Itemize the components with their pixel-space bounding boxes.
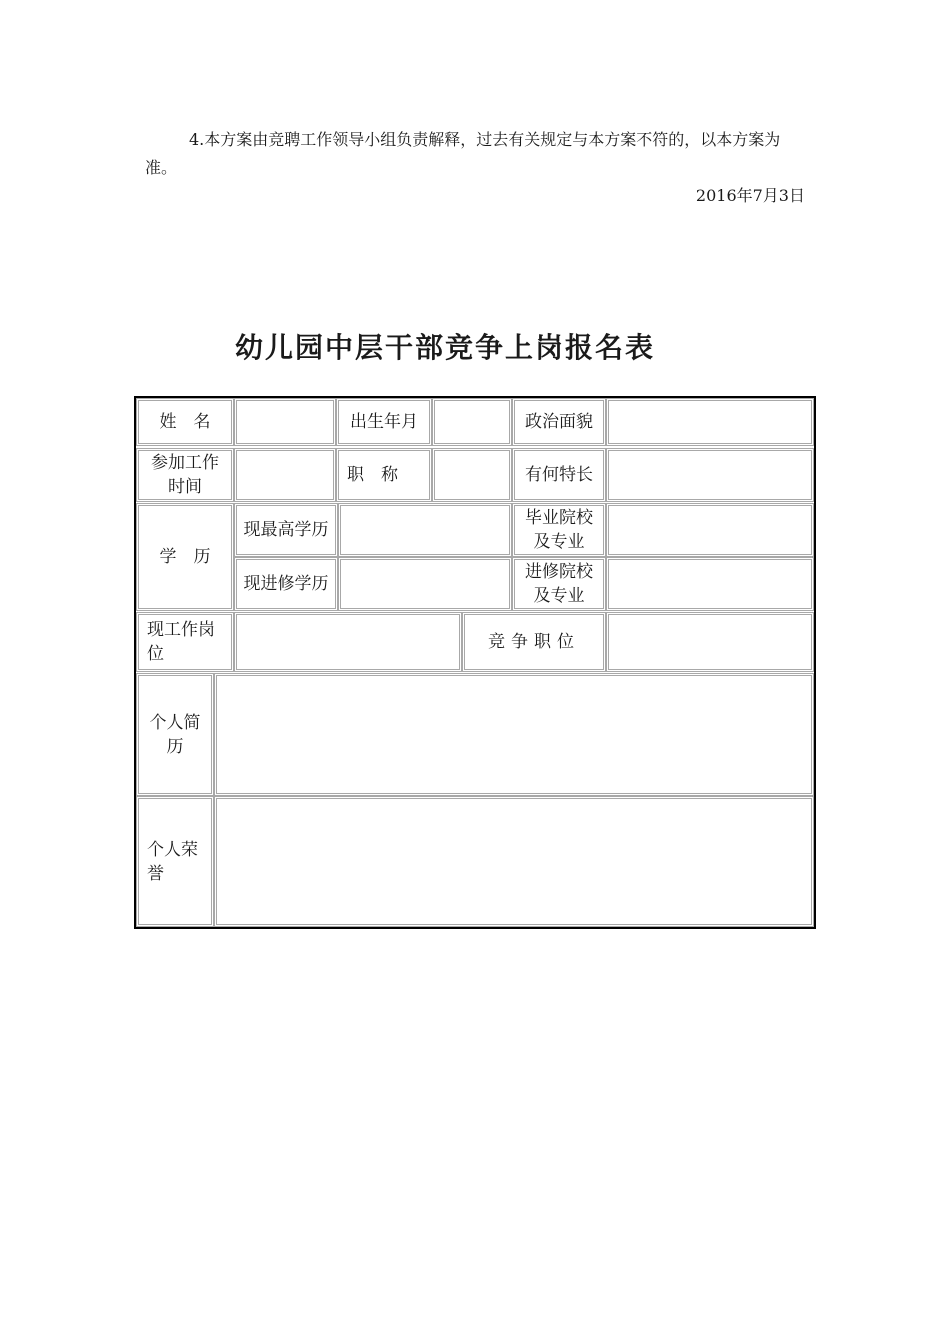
label-education-text: 学 历 bbox=[159, 547, 211, 567]
label-current-post-line2: 位 bbox=[147, 644, 164, 664]
label-further-school-line1: 进修院校 bbox=[525, 562, 593, 582]
field-name[interactable] bbox=[234, 398, 336, 446]
field-political[interactable] bbox=[606, 398, 814, 446]
label-name bbox=[136, 398, 234, 446]
field-current-post[interactable] bbox=[234, 612, 462, 672]
field-specialty[interactable] bbox=[606, 448, 814, 502]
label-job-title-text: 职 称 bbox=[347, 465, 398, 485]
label-birth-text: 出生年月 bbox=[350, 412, 418, 432]
label-highest-edu bbox=[234, 503, 338, 557]
label-further-school bbox=[512, 557, 606, 611]
label-compete-post bbox=[462, 612, 606, 672]
field-further-edu[interactable] bbox=[338, 557, 512, 611]
field-work-start[interactable] bbox=[234, 448, 336, 502]
label-honors-line1: 个人荣 bbox=[147, 839, 198, 860]
label-compete-post-text: 竞争职位 bbox=[488, 632, 580, 652]
label-work-start-line2: 时间 bbox=[168, 477, 202, 497]
label-political bbox=[512, 398, 606, 446]
field-job-title[interactable] bbox=[432, 448, 512, 502]
label-further-edu bbox=[234, 557, 338, 611]
label-resume-line1: 个人简 bbox=[149, 712, 201, 733]
label-current-post bbox=[136, 612, 234, 672]
field-further-school[interactable] bbox=[606, 557, 814, 611]
label-grad-school-line2: 及专业 bbox=[533, 532, 585, 552]
registration-form bbox=[134, 396, 816, 929]
label-work-start-line1: 参加工作 bbox=[151, 453, 219, 473]
label-name-text: 姓 名 bbox=[159, 412, 211, 432]
field-grad-school[interactable] bbox=[606, 503, 814, 557]
label-highest-edu-text: 现最高学历 bbox=[243, 520, 329, 540]
label-job-title bbox=[336, 448, 432, 502]
label-political-text: 政治面貌 bbox=[525, 412, 593, 432]
label-grad-school-line1: 毕业院校 bbox=[525, 508, 593, 528]
field-resume[interactable] bbox=[214, 673, 814, 796]
document-date: 2016年7月3日 bbox=[695, 186, 805, 205]
label-grad-school bbox=[512, 503, 606, 557]
label-work-start bbox=[136, 448, 234, 502]
label-specialty-text: 有何特长 bbox=[525, 465, 593, 485]
label-resume bbox=[136, 673, 214, 796]
label-specialty bbox=[512, 448, 606, 502]
field-birth[interactable] bbox=[432, 398, 512, 446]
label-current-post-line1: 现工作岗 bbox=[147, 620, 215, 640]
label-further-edu-text: 现进修学历 bbox=[243, 574, 329, 594]
label-birth bbox=[336, 398, 432, 446]
field-honors[interactable] bbox=[214, 796, 814, 927]
label-honors bbox=[136, 796, 214, 927]
field-highest-edu[interactable] bbox=[338, 503, 512, 557]
label-education bbox=[136, 503, 234, 611]
label-resume-line2: 历 bbox=[166, 736, 184, 757]
form-title: 幼儿园中层干部竞争上岗报名表 bbox=[234, 331, 655, 364]
field-compete-post[interactable] bbox=[606, 612, 814, 672]
label-further-school-line2: 及专业 bbox=[533, 586, 585, 606]
closing-paragraph bbox=[145, 126, 810, 182]
label-honors-line2: 誉 bbox=[147, 863, 164, 884]
paragraph-text: 4.本方案由竞聘工作领导小组负责解释，过去有关规定与本方案不符的，以本方案为准。 bbox=[145, 130, 781, 177]
